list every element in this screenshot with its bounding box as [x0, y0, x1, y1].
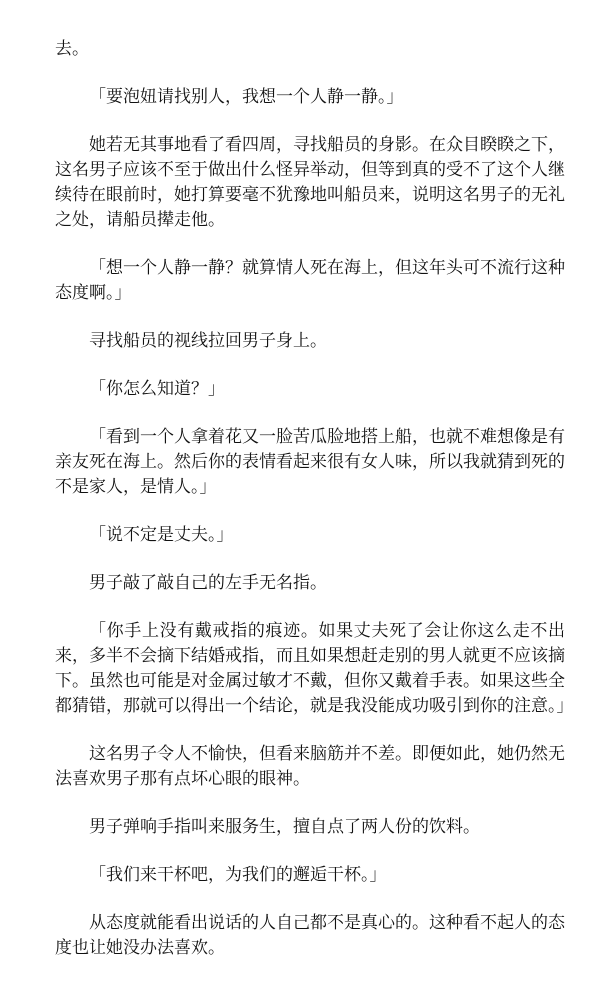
paragraph-dialogue: 「看到一个人拿着花又一脸苦瓜脸地搭上船，也就不难想像是有亲友死在海上。然后你的表情看起来很有女人味，所以我就猜到死的不是家人，是情人。」	[55, 427, 565, 497]
paragraph-narration: 男子弹响手指叫来服务生，擅自点了两人份的饮料。	[89, 817, 480, 837]
paragraph-narration: 她若无其事地看了看四周，寻找船员的身影。在众目睽睽之下，这名男子应该不至于做出什么怪异举动，但等到真的受不了这个人继续待在眼前时，她打算要毫不犹豫地叫船员来，说明这名男子的无礼之处，请船员撵走他。	[55, 135, 565, 230]
paragraph-dialogue: 「要泡妞请找别人，我想一个人静一静。」	[89, 87, 404, 107]
paragraph-dialogue: 「你手上没有戴戒指的痕迹。如果丈夫死了会让你这么走不出来，多半不会摘下结婚戒指，而且如果想赶走别的男人就更不应该摘下。虽然也可能是对金属过敏才不戴，但你又戴着手表。如果这些全都猜错，那就可以得出一个结论，就是我没能成功吸引到你的注意。」	[55, 621, 574, 716]
paragraph-continued: 去。	[55, 39, 89, 59]
paragraph-dialogue: 「想一个人静一静？就算情人死在海上，但这年头可不流行这种态度啊。」	[55, 258, 565, 303]
document-page	[55, 37, 574, 984]
paragraph-narration: 男子敲了敲自己的左手无名指。	[89, 573, 327, 593]
paragraph-narration: 这名男子令人不愉快，但看来脑筋并不差。即便如此，她仍然无法喜欢男子那有点坏心眼的眼神。	[55, 744, 565, 789]
paragraph-narration: 从态度就能看出说话的人自己都不是真心的。这种看不起人的态度也让她没办法喜欢。	[55, 913, 565, 958]
paragraph-dialogue: 「我们来干杯吧，为我们的邂逅干杯。」	[89, 865, 387, 885]
paragraph-dialogue: 「说不定是丈夫。」	[89, 525, 234, 545]
paragraph-narration: 寻找船员的视线拉回男子身上。	[89, 331, 327, 351]
paragraph-dialogue: 「你怎么知道？」	[89, 379, 225, 399]
